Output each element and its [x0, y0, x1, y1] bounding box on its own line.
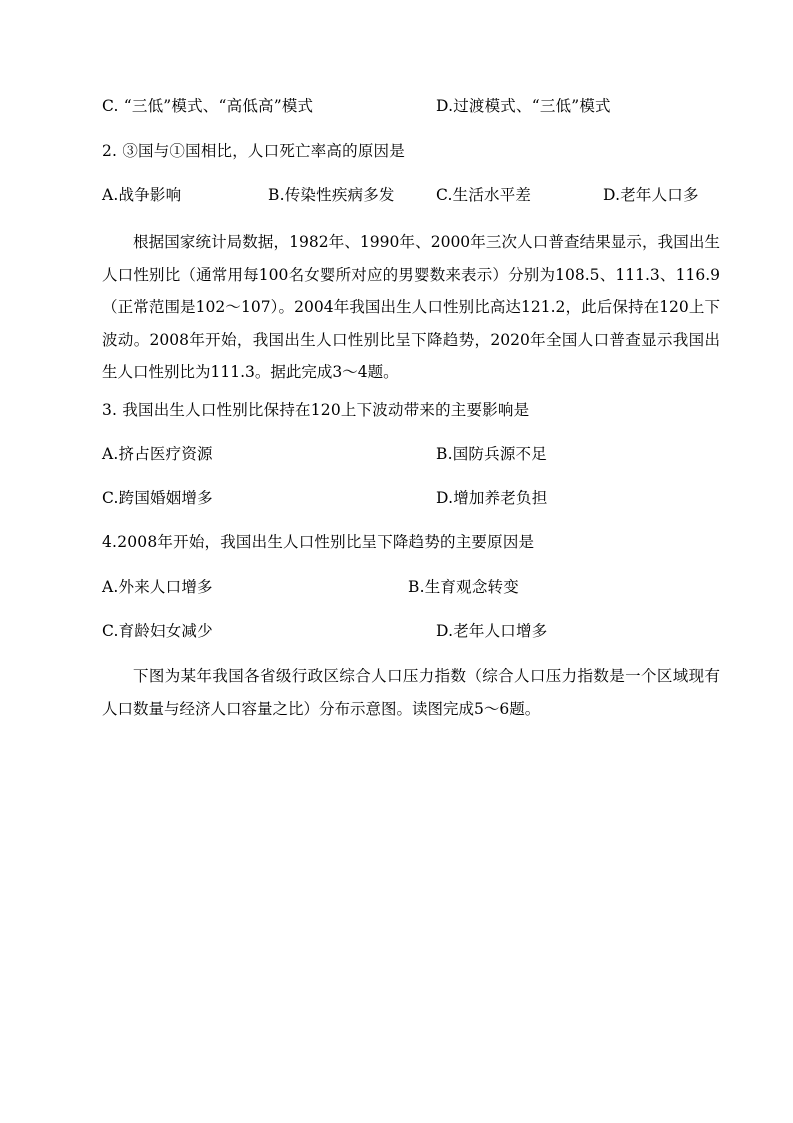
q2-option-d: D.老年人口多 — [603, 186, 699, 204]
passage-sex-ratio: 根据国家统计局数据，1982年、1990年、2000年三次人口普查结果显示，我国出生人口性别比（通常用每100名女婴所对应的男婴数来表示）分别为108.5、111.3、116.9（正常范围是102～107）。2004年我国出生人口性别比高达121.2，此后保持在120上下波动。2008年开始，我国出生人口性别比呈下降趋势，2020年全国人口普查显示我国出生人口性别比为111.3。据此完成3～4题。 — [102, 233, 720, 381]
q3-stem: 3. 我国出生人口性别比保持在120上下波动带来的主要影响是 — [102, 401, 530, 419]
q3-option-a: A.挤占医疗资源 — [102, 445, 213, 463]
q3-option-b: B.国防兵源不足 — [436, 445, 547, 463]
q1-option-d: D.过渡模式、“三低”模式 — [436, 97, 611, 115]
q4-option-a: A.外来人口增多 — [102, 578, 213, 596]
q4-stem: 4.2008年开始，我国出生人口性别比呈下降趋势的主要原因是 — [102, 533, 535, 551]
passage-population-pressure: 下图为某年我国各省级行政区综合人口压力指数（综合人口压力指数是一个区域现有人口数量与经济人口容量之比）分布示意图。读图完成5～6题。 — [102, 667, 720, 718]
q3-option-d: D.增加养老负担 — [436, 489, 548, 507]
q2-option-c: C.生活水平差 — [436, 186, 532, 204]
q2-stem: 2. ③国与①国相比，人口死亡率高的原因是 — [102, 142, 405, 160]
q2-option-a: A.战争影响 — [102, 186, 182, 204]
q1-option-c: C. “三低”模式、“高低高”模式 — [102, 97, 314, 115]
q4-option-b: B.生育观念转变 — [408, 578, 519, 596]
q3-option-c: C.跨国婚姻增多 — [102, 489, 213, 507]
q4-option-d: D.老年人口增多 — [436, 622, 548, 640]
q4-option-c: C.育龄妇女减少 — [102, 622, 213, 640]
q2-option-b: B.传染性疾病多发 — [268, 186, 395, 204]
